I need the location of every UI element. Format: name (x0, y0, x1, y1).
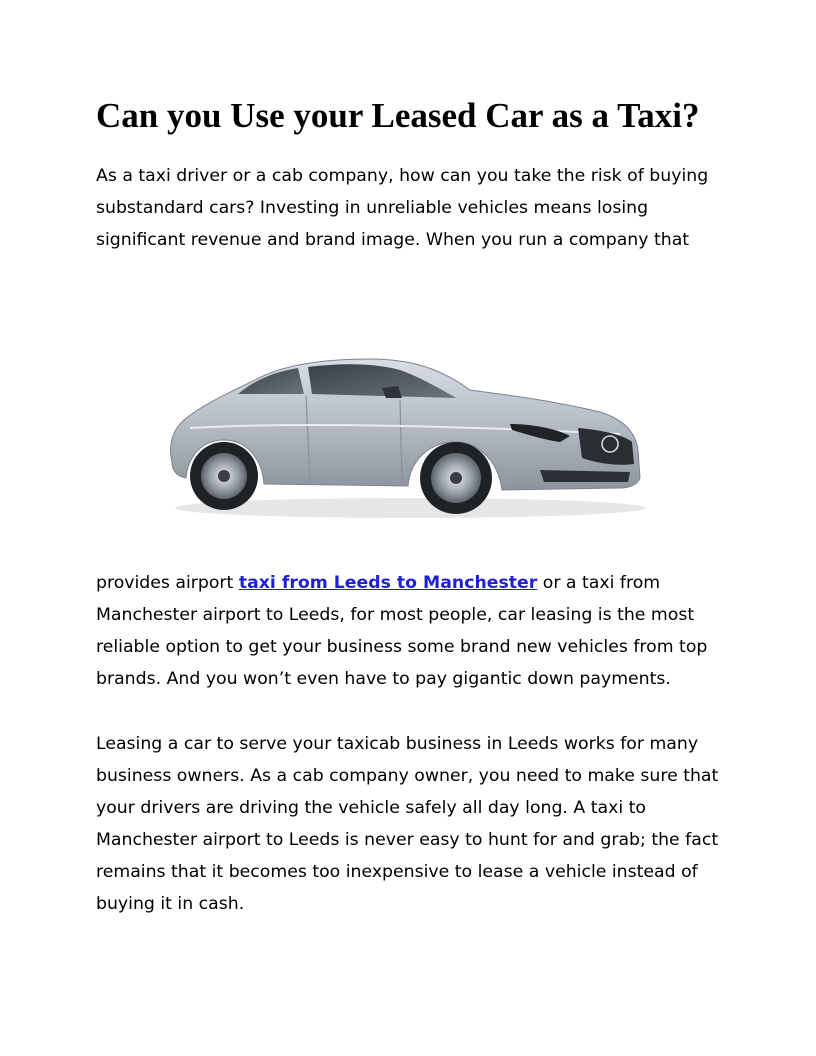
text-run: or a taxi from (537, 573, 661, 593)
wheel-rear (190, 442, 258, 510)
paragraph-intro (96, 160, 728, 256)
text-line: Manchester airport to Leeds is never easy to hunt for and grab; the fact (96, 830, 719, 850)
paragraph-leasing-benefits (96, 567, 728, 695)
text-line: business owners. As a cab company owner, you need to make sure that (96, 766, 719, 786)
text-line: As a taxi driver or a cab company, how can you take the risk of buying (96, 166, 709, 186)
text-line: Manchester airport to Leeds, for most people, car leasing is the most (96, 605, 695, 625)
text-line: brands. And you won’t even have to pay gigantic down payments. (96, 669, 671, 689)
text-line: buying it in cash. (96, 894, 245, 914)
car-window-rear (238, 368, 304, 394)
text-line: reliable option to get your business some brand new vehicles from top (96, 637, 708, 657)
page-title: Can you Use your Leased Car as a Taxi? (96, 96, 700, 135)
text-line: significant revenue and brand image. When you run a company that (96, 230, 690, 250)
text-line: substandard cars? Investing in unreliable vehicles means losing (96, 198, 649, 218)
paragraph-taxicab-business (96, 728, 728, 920)
text-line (96, 567, 728, 599)
text-line: Leasing a car to serve your taxicab business in Leeds works for many (96, 734, 699, 754)
text-line: remains that it becomes too inexpensive to lease a vehicle instead of (96, 862, 698, 882)
text-line: your drivers are driving the vehicle safely all day long. A taxi to (96, 798, 646, 818)
wheel-front (420, 442, 492, 514)
car-bumper-vent (540, 470, 630, 482)
text-run: provides airport (96, 573, 239, 593)
car-illustration (160, 350, 650, 525)
car-image (160, 350, 650, 525)
taxi-leeds-manchester-link[interactable]: taxi from Leeds to Manchester (238, 573, 538, 593)
